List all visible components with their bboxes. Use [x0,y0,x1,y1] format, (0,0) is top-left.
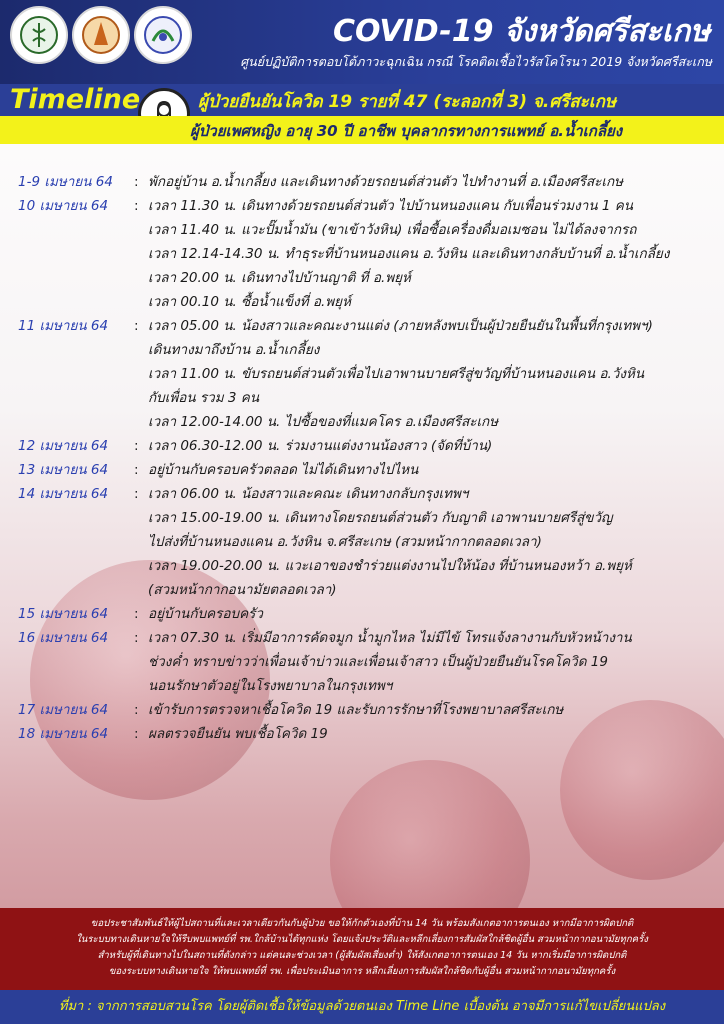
timeline-detail-line: เวลา 15.00-19.00 น. เดินทางโดยรถยนต์ส่วนตัว กับญาติ เอาพานบายศรีสู่ขวัญ [148,510,613,526]
timeline-detail-line: นอนรักษาตัวอยู่ในโรงพยาบาลในกรุงเทพฯ [148,678,393,694]
timeline-entry [18,194,714,314]
advisory-footer [0,908,724,990]
timeline-separator: : [134,462,139,478]
timeline-detail-line: เวลา 05.00 น. น้องสาวและคณะงานแต่ง (ภายหลังพบเป็นผู้ป่วยยืนยันในพื้นที่กรุงเทพฯ) [148,318,653,334]
province-seal-icon [81,15,121,55]
source-note: ที่มา : จากการสอบสวนโรค โดยผู้ติดเชื้อให้ข้อมูลด้วยตนเอง Time Line เบื้องต้น อาจมีการแก้ไขเปลี่ยนแปลง [58,999,666,1014]
timeline-details [148,194,714,314]
timeline-detail-line: เวลา 00.10 น. ซื้อน้ำแข็งที่ อ.พยุห์ [148,294,351,310]
timeline-detail-line: ผลตรวจยืนยัน พบเชื้อโควิด 19 [148,726,328,742]
timeline-details [148,482,714,602]
timeline-details [148,626,714,698]
timeline-separator: : [134,702,139,718]
header [0,0,724,84]
timeline-details [148,434,714,458]
ministry-logo [10,6,68,64]
timeline-detail-line: เวลา 07.30 น. เริ่มมีอาการคัดจมูก น้ำมูกไหล ไม่มีไข้ โทรแจ้งลางานกับหัวหน้างาน [148,630,632,646]
timeline-detail-line: เวลา 11.30 น. เดินทางด้วยรถยนต์ส่วนตัว ไปบ้านหนองแคน กับเพื่อนร่วมงาน 1 คน [148,198,634,214]
timeline-detail-line: เวลา 06.30-12.00 น. ร่วมงานแต่งงานน้องสาว (จัดที่บ้าน) [148,438,493,454]
timeline-date: 12 เมษายน 64 [18,438,109,454]
timeline-detail-line: เวลา 11.40 น. แวะปั๊มน้ำมัน (ขาเข้าวังหิน) เพื่อซื้อเครื่องดื่มอเมซอน ไม่ได้ลงจากรถ [148,222,637,238]
timeline-detail-line: ช่วงค่ำ ทราบข่าวว่าเพื่อนเจ้าบ่าวและเพื่อนเจ้าสาว เป็นผู้ป่วยยืนยันโรคโควิด 19 [148,654,608,670]
timeline-date: 16 เมษายน 64 [18,630,109,646]
timeline-details [148,458,714,482]
timeline-entry [18,626,714,698]
timeline-detail-line: เวลา 12.14-14.30 น. ทำธุระที่บ้านหนองแคน อ.วังหิน และเดินทางกลับบ้านที่ อ.น้ำเกลี้ยง [148,246,670,262]
timeline-separator: : [134,726,139,742]
timeline-details [148,602,714,626]
timeline-details [148,170,714,194]
timeline-separator: : [134,486,139,502]
timeline-date: 15 เมษายน 64 [18,606,109,622]
timeline-detail-line: เวลา 12.00-14.00 น. ไปซื้อของที่แมคโคร อ.เมืองศรีสะเกษ [148,414,499,430]
case-title: ผู้ป่วยยืนยันโควิด 19 รายที่ 47 (ระลอกที่ 3) จ.ศรีสะเกษ [198,92,617,112]
timeline-detail-line: เวลา 06.00 น. น้องสาวและคณะ เดินทางกลับกรุงเทพฯ [148,486,469,502]
timeline-detail-line: อยู่บ้านกับครอบครัวตลอด ไม่ได้เดินทางไปไหน [148,462,419,478]
advisory-line: ในระบบทางเดินหายใจให้รีบพบแพทย์ที่ รพ.ใกล้บ้านได้ทุกแห่ง โดยแจ้งประวัติและหลีกเลี่ยงการสัมผัสใกล้ชิดผู้อื่น สวมหน้ากากอนามัยทุกครั้ง [76,934,648,945]
advisory-line: สำหรับผู้ที่เดินทางไปในสถานที่ดังกล่าว แต่คนละช่วงเวลา (ผู้สัมผัสเสี่ยงต่ำ) ให้สังเกตอาการตนเอง 14 วัน หากเริ่มมีอาการผิดปกติ [97,950,627,961]
timeline-separator: : [134,606,139,622]
health-office-emblem-icon [143,15,183,55]
timeline-date: 11 เมษายน 64 [18,318,109,334]
timeline-entry [18,602,714,626]
timeline-detail-line: อยู่บ้านกับครอบครัว [148,606,263,622]
timeline-entry [18,314,714,434]
timeline-detail-line: เวลา 19.00-20.00 น. แวะเอาของชำร่วยแต่งงานไปให้น้อง ที่บ้านหนองหว้า อ.พยุห์ [148,558,632,574]
timeline-entry [18,482,714,602]
timeline-entry [18,698,714,722]
timeline-details [148,698,714,722]
timeline-date: 1-9 เมษายน 64 [18,174,113,190]
timeline-date: 10 เมษายน 64 [18,198,109,214]
timeline-date: 18 เมษายน 64 [18,726,109,742]
timeline-date: 17 เมษายน 64 [18,702,109,718]
timeline-date: 13 เมษายน 64 [18,462,109,478]
timeline-label: Timeline [10,84,141,115]
timeline-details [148,314,714,434]
page-title: COVID-19 จังหวัดศรีสะเกษ [332,14,710,49]
case-subtitle: ผู้ป่วยเพศหญิง อายุ 30 ปี อาชีพ บุคลากรทางการแพทย์ อ.น้ำเกลี้ยง [190,122,623,140]
timeline-entry [18,458,714,482]
timeline-detail-line: (สวมหน้ากากอนามัยตลอดเวลา) [148,582,337,598]
timeline-detail-line: กับเพื่อน รวม 3 คน [148,390,260,406]
timeline-separator: : [134,198,139,214]
timeline-separator: : [134,438,139,454]
timeline-detail-line: ไปส่งที่บ้านหนองแคน อ.วังหิน จ.ศรีสะเกษ (สวมหน้ากากตลอดเวลา) [148,534,542,550]
timeline-entry [18,170,714,194]
timeline-detail-line: เวลา 20.00 น. เดินทางไปบ้านญาติ ที่ อ.พยุห์ [148,270,411,286]
timeline-separator: : [134,174,139,190]
timeline-detail-line: พักอยู่บ้าน อ.น้ำเกลี้ยง และเดินทางด้วยรถยนต์ส่วนตัว ไปทำงานที่ อ.เมืองศรีสะเกษ [148,174,624,190]
timeline-detail-line: เข้ารับการตรวจหาเชื้อโควิด 19 และรับการรักษาที่โรงพยาบาลศรีสะเกษ [148,702,564,718]
timeline-details [148,722,714,746]
page-subtitle: ศูนย์ปฏิบัติการตอบโต้ภาวะฉุกเฉิน กรณี โรคติดเชื้อไวรัสโคโรนา 2019 จังหวัดศรีสะเกษ [240,54,712,69]
province-logo [72,6,130,64]
timeline-detail-line: เดินทางมาถึงบ้าน อ.น้ำเกลี้ยง [148,342,320,358]
timeline-entry [18,722,714,746]
health-office-logo [134,6,192,64]
timeline-detail-line: เวลา 11.00 น. ขับรถยนต์ส่วนตัวเพื่อไปเอาพานบายศรีสู่ขวัญที่บ้านหนองแคน อ.วังหิน [148,366,645,382]
advisory-line: ขอประชาสัมพันธ์ให้ผู้ไปสถานที่และเวลาเดียวกันกับผู้ป่วย ขอให้กักตัวเองที่บ้าน 14 วัน พร้อมสังเกตอาการตนเอง หากมีอาการผิดปกติ [90,918,634,929]
ministry-emblem-icon [19,15,59,55]
advisory-line: ของระบบทางเดินหายใจ ให้พบแพทย์ที่ รพ. เพื่อประเมินอาการ หลีกเลี่ยงการสัมผัสใกล้ชิดกับผู้อื่น สวมหน้ากากอนามัยทุกครั้ง [108,966,616,977]
timeline-separator: : [134,318,139,334]
source-bar [0,990,724,1024]
timeline-list [18,170,714,746]
timeline-entry [18,434,714,458]
timeline-separator: : [134,630,139,646]
timeline-date: 14 เมษายน 64 [18,486,109,502]
